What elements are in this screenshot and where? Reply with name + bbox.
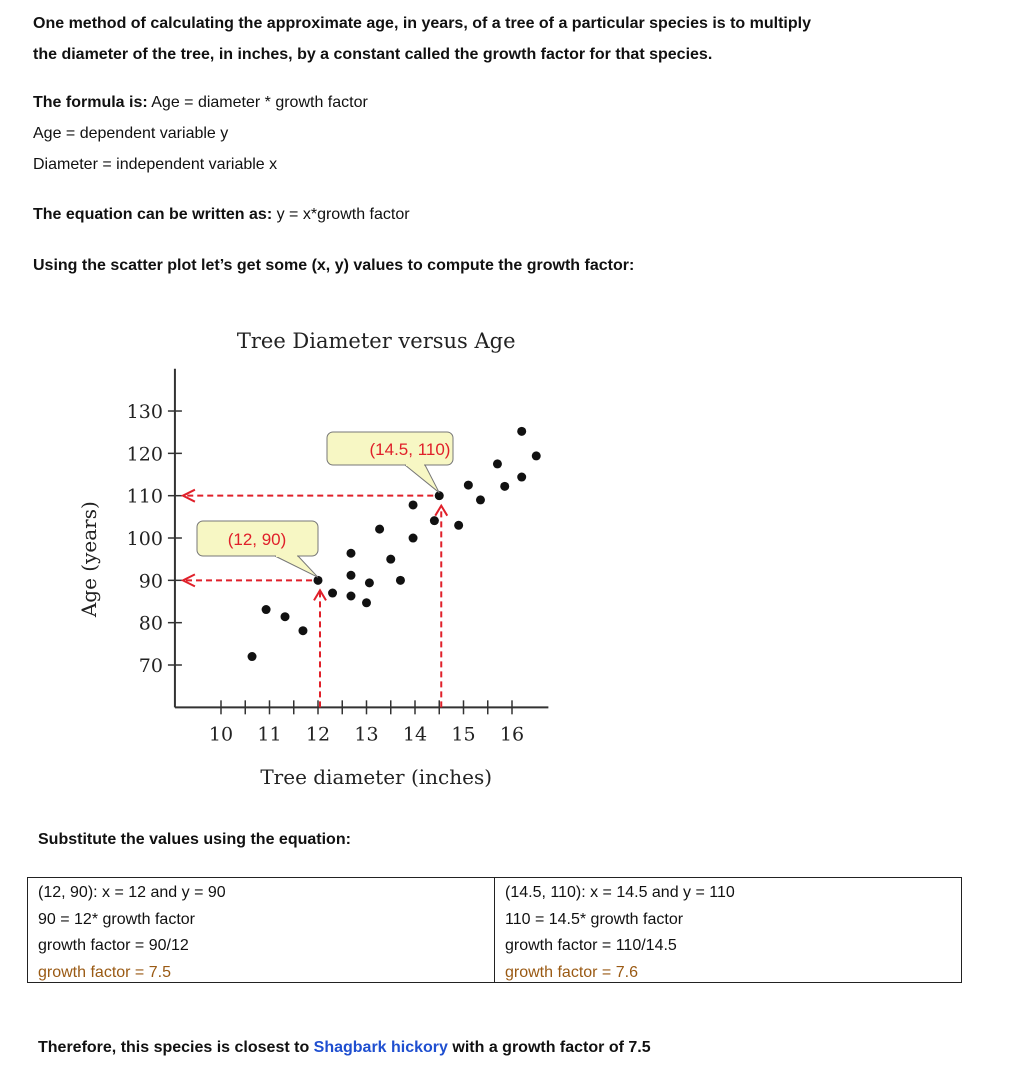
data-point bbox=[517, 473, 526, 482]
data-point bbox=[532, 451, 541, 460]
y-tick-label: 120 bbox=[126, 443, 163, 466]
data-point bbox=[365, 578, 374, 587]
data-point bbox=[493, 459, 502, 468]
scatter-intro: Using the scatter plot let’s get some (x, y) values to compute the growth factor: bbox=[33, 257, 635, 274]
y-tick-label: 130 bbox=[126, 401, 163, 424]
data-point bbox=[248, 652, 257, 661]
chart-title: Tree Diameter versus Age bbox=[236, 329, 516, 353]
y-tick-label: 80 bbox=[138, 612, 163, 635]
equation-line bbox=[33, 205, 410, 225]
x-tick-label: 10 bbox=[208, 723, 234, 746]
data-point bbox=[454, 521, 463, 530]
right-row-1: (14.5, 110): x = 14.5 and y = 110 bbox=[505, 884, 735, 901]
diameter-definition: Diameter = independent variable x bbox=[33, 156, 278, 173]
intro-line-2: the diameter of the tree, in inches, by a constant called the growth factor for that species. bbox=[33, 46, 713, 63]
conclusion-text: Therefore, this species is closest to bbox=[38, 1039, 314, 1056]
x-tick-label: 13 bbox=[354, 723, 379, 746]
data-point bbox=[346, 549, 355, 558]
callout-pointer bbox=[405, 465, 439, 493]
age-definition: Age = dependent variable y bbox=[33, 125, 229, 142]
left-result: growth factor = 7.5 bbox=[38, 963, 171, 981]
x-tick-label: 15 bbox=[451, 723, 476, 746]
data-point bbox=[346, 571, 355, 580]
callout-label: (14.5, 110) bbox=[369, 440, 451, 459]
left-row-3: growth factor = 90/12 bbox=[38, 937, 189, 954]
left-row-1: (12, 90): x = 12 and y = 90 bbox=[38, 884, 226, 901]
right-result: growth factor = 7.6 bbox=[505, 963, 638, 981]
data-point bbox=[476, 495, 485, 504]
y-tick-label: 100 bbox=[126, 528, 163, 551]
data-point bbox=[430, 516, 439, 525]
y-tick-label: 90 bbox=[138, 570, 163, 593]
computation-table bbox=[27, 877, 962, 983]
table-column-right bbox=[494, 878, 961, 982]
formula-text: Age = diameter * growth factor bbox=[147, 94, 368, 111]
x-tick-label: 12 bbox=[305, 723, 331, 746]
data-point bbox=[362, 598, 371, 607]
callout-label: (12, 90) bbox=[227, 530, 287, 549]
formula-label: The formula is: bbox=[33, 94, 148, 111]
callout-pointer bbox=[275, 556, 318, 577]
data-point bbox=[500, 482, 509, 491]
conclusion-text-end: with a growth factor of 7.5 bbox=[447, 1039, 651, 1056]
x-tick-label: 16 bbox=[499, 723, 525, 746]
intro-line-1: One method of calculating the approximate age, in years, of a tree of a particular species is to multiply bbox=[33, 15, 811, 32]
data-point bbox=[375, 525, 384, 534]
data-point bbox=[262, 605, 271, 614]
equation-label: The equation can be written as: bbox=[33, 206, 273, 223]
y-axis-label: Age (years) bbox=[77, 501, 101, 618]
conclusion bbox=[38, 1038, 651, 1058]
table-column-left bbox=[28, 878, 494, 982]
right-row-3: growth factor = 110/14.5 bbox=[505, 937, 677, 954]
x-tick-label: 11 bbox=[257, 723, 282, 746]
y-tick-label: 110 bbox=[126, 485, 163, 508]
left-row-2: 90 = 12* growth factor bbox=[38, 910, 195, 928]
species-name: Shagbark hickory bbox=[313, 1039, 448, 1056]
right-row-2: 110 = 14.5* growth factor bbox=[505, 910, 684, 928]
x-tick-label: 14 bbox=[402, 723, 428, 746]
data-point bbox=[464, 481, 473, 490]
data-point bbox=[346, 592, 355, 601]
data-point bbox=[328, 589, 337, 598]
data-point bbox=[517, 427, 526, 436]
y-tick-label: 70 bbox=[138, 655, 163, 677]
equation-text: y = x*growth factor bbox=[272, 206, 410, 223]
data-point bbox=[386, 555, 395, 564]
scatter-chart bbox=[40, 310, 590, 805]
substitute-label: Substitute the values using the equation: bbox=[38, 831, 351, 848]
data-point bbox=[298, 626, 307, 635]
data-point bbox=[409, 500, 418, 509]
data-point bbox=[409, 534, 418, 543]
x-axis-label: Tree diameter (inches) bbox=[260, 765, 493, 789]
data-point bbox=[396, 576, 405, 585]
data-point bbox=[281, 612, 290, 621]
formula-line bbox=[33, 93, 368, 113]
